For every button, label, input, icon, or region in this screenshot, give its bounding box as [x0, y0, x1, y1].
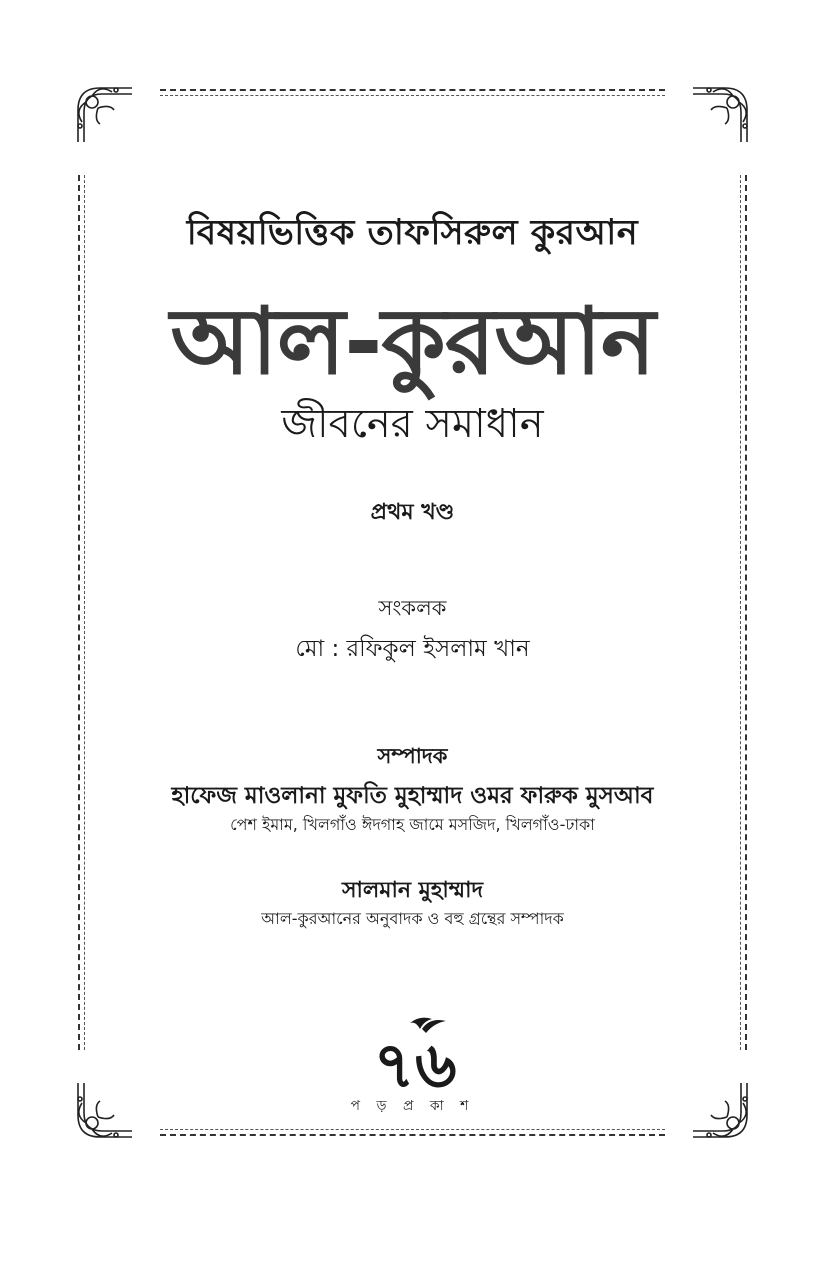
editor-name: হাফেজ মাওলানা মুফতি মুহাম্মাদ ওমর ফারুক মুসআব: [171, 783, 654, 809]
publisher-logo: [360, 1015, 470, 1095]
publisher-logo-mark: ৭৬: [373, 1029, 457, 1095]
book-title: আল-কুরআন: [170, 288, 655, 395]
border-bottom-inner: [160, 1129, 665, 1130]
compiler-label: সংকলক: [378, 596, 447, 620]
book-subtitle: জীবনের সমাধান: [281, 401, 544, 447]
series-title: বিষয়ভিত্তিক তাফসিরুল কুরআন: [186, 213, 639, 253]
editor-name: সালমান মুহাম্মাদ: [341, 878, 484, 903]
compiler-name: মো : রফিকুল ইসলাম খান: [295, 636, 530, 662]
border-top-inner: [160, 95, 665, 96]
border-top-outer: [160, 89, 665, 91]
volume-label: প্রথম খণ্ড: [370, 500, 455, 525]
corner-ornament-icon: [685, 80, 755, 150]
editor-label: সম্পাদক: [377, 744, 448, 768]
corner-ornament-icon: [70, 80, 140, 150]
publisher-name: প ড় প্র কা শ: [350, 1098, 475, 1114]
border-bottom-outer: [160, 1134, 665, 1136]
editor-role: আল-কুরআনের অনুবাদক ও বহু গ্রন্থের সম্পাদক: [261, 909, 564, 928]
editor-role: পেশ ইমাম, খিলগাঁও ঈদগাহ জামে মসজিদ, খিলগাঁও-ঢাকা: [230, 815, 595, 834]
